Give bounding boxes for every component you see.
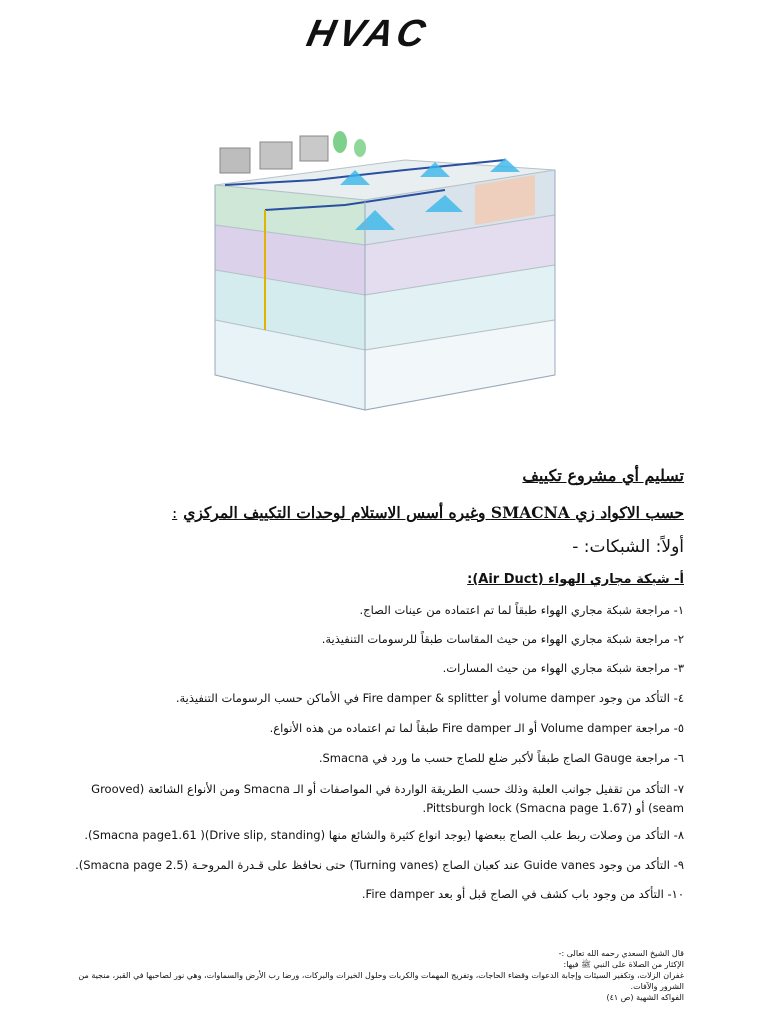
air-duct-heading: أ- شبكة مجاري الهواء (Air Duct):	[467, 572, 684, 587]
codes-heading-text: حسب الاكواد زي SMACNA وغيره أسس الاستلام لوحدات التكييف المركزي	[183, 503, 684, 522]
list-item: ٦- مراجعة Gauge الصاج طبقاً لأكبر ضلع للصاج حسب ما ورد في Smacna.	[318, 751, 684, 765]
list-item: ١- مراجعة شبكة مجاري الهواء طبقاً لما تم اعتماده من عينات الصاج.	[359, 603, 684, 617]
codes-heading	[64, 503, 684, 522]
footer-line: غفران الزلات، وتكفير السيئات وإجابة الدعوات وقضاء الحاجات، وتفريج المهمات والكربات وحلول الخيرات والبركات، ورضا رب الأرض والسماوات، وهي نور لصاحبها في القبر، منجية من الشرور والآفات.	[78, 971, 684, 991]
footer-line: الإكثار من الصلاة على النبي ﷺ فيها:	[563, 960, 684, 969]
footer-line: الفواكه الشهية (ص ٤١)	[606, 993, 684, 1002]
footer-quote	[64, 948, 684, 1003]
networks-heading: أولاً: الشبكات: -	[572, 537, 684, 557]
list-item: ٧- التأكد من تقفيل جوانب العلبة وذلك حسب الطريقة الواردة في المواصفات أو الـ Smacna ومن الأنواع الشائعة (Grooved seam) أو Pittsburgh lock (Smacna page 1.67).	[91, 782, 684, 815]
list-item: ٣- مراجعة شبكة مجاري الهواء من حيث المسارات.	[442, 661, 684, 675]
list-item: ٨- التأكد من وصلات ربط علب الصاج ببعضها (يوجد انواع كثيرة والشائع منها (Drive slip, standing)( Smacna page1.61).	[84, 828, 684, 842]
list-item: ٢- مراجعة شبكة مجاري الهواء من حيث المقاسات طبقاً للرسومات التنفيذية.	[321, 632, 684, 646]
list-item: ٤- التأكد من وجود volume damper أو Fire damper & splitter في الأماكن حسب الرسومات التنفيذية.	[175, 691, 684, 705]
codes-heading-colon: :	[172, 504, 178, 522]
list-item: ٩- التأكد من وجود Guide vanes عند كعبان الصاج (Turning vanes) حتى نحافظ على قـدرة المروحـة (Smacna page 2.5).	[75, 858, 684, 872]
building-hvac-illustration	[205, 130, 565, 415]
list-item: ٥- مراجعة Volume damper أو الـ Fire damper طبقاً لما تم اعتماده من هذه الأنواع.	[269, 721, 684, 735]
footer-line: قال الشيخ السعدي رحمه الله تعالى :-	[558, 949, 684, 958]
hvac-logo: HVAC	[303, 13, 433, 55]
project-delivery-heading: تسليم أي مشروع تكييف	[522, 466, 684, 485]
list-item: ١٠- التأكد من وجود باب كشف في الصاج قبل أو بعد Fire damper.	[361, 887, 684, 901]
